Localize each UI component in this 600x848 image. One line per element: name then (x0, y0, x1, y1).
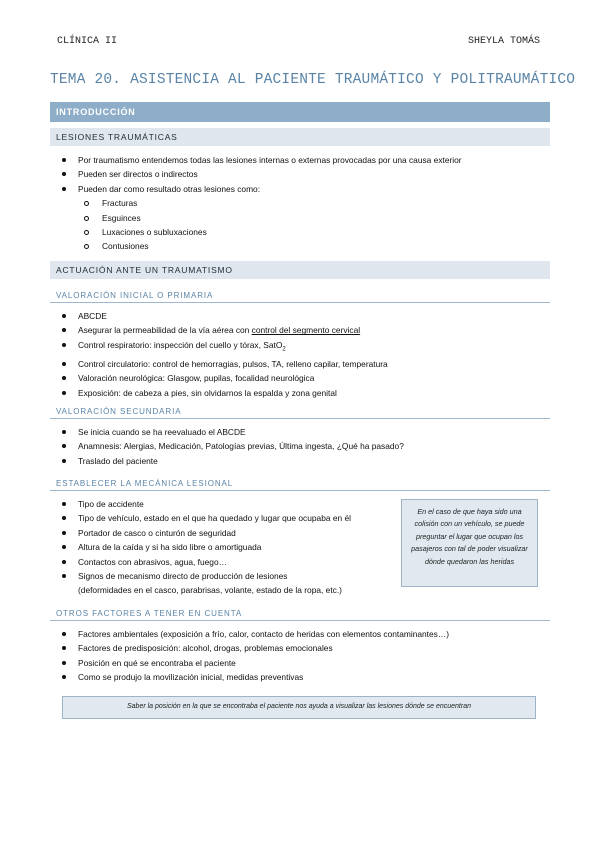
list-item: Factores de predisposición: alcohol, drogas, problemas emocionales (62, 641, 449, 655)
author-name: SHEYLA TOMÁS (467, 36, 540, 47)
sub-list-item: Esguinces (78, 211, 462, 225)
section-heading-lesiones: LESIONES TRAUMÁTICAS (50, 128, 550, 146)
valoracion-secundaria-list (62, 425, 404, 468)
sub-list-item: Contusiones (78, 239, 462, 253)
list-item: Como se produjo la movilización inicial, medidas preventivas (62, 670, 449, 684)
list-item: Exposición: de cabeza a pies, sin olvidarnos la espalda y zona genital (62, 386, 388, 400)
list-item: Tipo de accidente (62, 497, 351, 511)
list-item (62, 182, 462, 254)
bottom-note-box: Saber la posición en la que se encontraba el paciente nos ayuda a visualizar las lesiones dónde se encuentran (62, 696, 536, 719)
list-item: Factores ambientales (exposición a frío, calor, contacto de heridas con elementos contaminantes…) (62, 627, 449, 641)
list-item-text: Pueden dar como resultado otras lesiones como: (78, 183, 261, 194)
list-item: Control circulatorio: control de hemorragias, pulsos, TA, relleno capilar, temperatura (62, 357, 388, 371)
sub-list-item: Luxaciones o subluxaciones (78, 225, 462, 239)
list-item: Portador de casco o cinturón de seguridad (62, 526, 351, 540)
subheading-mecanica-lesional: ESTABLECER LA MECÁNICA LESIONAL (50, 479, 550, 491)
underlined-text: control del segmento cervical (251, 325, 361, 336)
side-note-box: En el caso de que haya sido una colisión con un vehículo, se puede preguntar el lugar que ocupan los pasajeros con tal de poder visualizar dónde quedaron las heridas (401, 499, 538, 587)
list-item: Se inicia cuando se ha reevaluado el ABCDE (62, 425, 404, 439)
subheading-valoracion-primaria: VALORACIÓN INICIAL O PRIMARIA (50, 291, 550, 303)
otros-factores-list (62, 627, 449, 685)
list-item: Posición en qué se encontraba el paciente (62, 656, 449, 670)
list-item: ABCDE (62, 309, 388, 323)
lesiones-sublist (78, 196, 462, 254)
course-name: CLÍNICA II (57, 36, 118, 47)
list-item: Anamnesis: Alergias, Medicación, Patologías previas, Última ingesta, ¿Qué ha pasado? (62, 439, 404, 453)
lesiones-list (62, 153, 462, 254)
list-item: Asegurar la permeabilidad de la vía aérea con control del segmento cervical (62, 323, 388, 337)
section-heading-actuacion: ACTUACIÓN ANTE UN TRAUMATISMO (50, 261, 550, 279)
list-item: Altura de la caída y si ha sido libre o amortiguada (62, 540, 351, 554)
section-heading-introduccion: INTRODUCCIÓN (50, 102, 550, 122)
list-item: Contactos con abrasivos, agua, fuego… (62, 555, 351, 569)
page-header (57, 36, 540, 47)
list-item: Signos de mecanismo directo de producción de lesiones (deformidades en el casco, parabrisas, volante, estado de la ropa, etc.) (62, 569, 351, 598)
sub-list-item: Fracturas (78, 196, 462, 210)
subheading-otros-factores: OTROS FACTORES A TENER EN CUENTA (50, 609, 550, 621)
valoracion-primaria-list (62, 309, 388, 400)
page-title: TEMA 20. ASISTENCIA AL PACIENTE TRAUMÁTICO Y POLITRAUMÁTICO (50, 72, 576, 88)
list-item: Pueden ser directos o indirectos (62, 167, 462, 181)
mecanica-lesional-list (62, 497, 351, 598)
list-item: Traslado del paciente (62, 454, 404, 468)
list-item-continuation: (deformidades en el casco, parabrisas, volante, estado de la ropa, etc.) (78, 585, 342, 596)
list-item: Por traumatismo entendemos todas las lesiones internas o externas provocadas por una causa exterior (62, 153, 462, 167)
list-item: Tipo de vehículo, estado en el que ha quedado y lugar que ocupaba en él (62, 511, 351, 525)
subheading-valoracion-secundaria: VALORACIÓN SECUNDARIA (50, 407, 550, 419)
list-item: Valoración neurológica: Glasgow, pupilas, focalidad neurológica (62, 371, 388, 385)
list-item: Control respiratorio: inspección del cuello y tórax, SatO$_2$ (62, 338, 388, 357)
